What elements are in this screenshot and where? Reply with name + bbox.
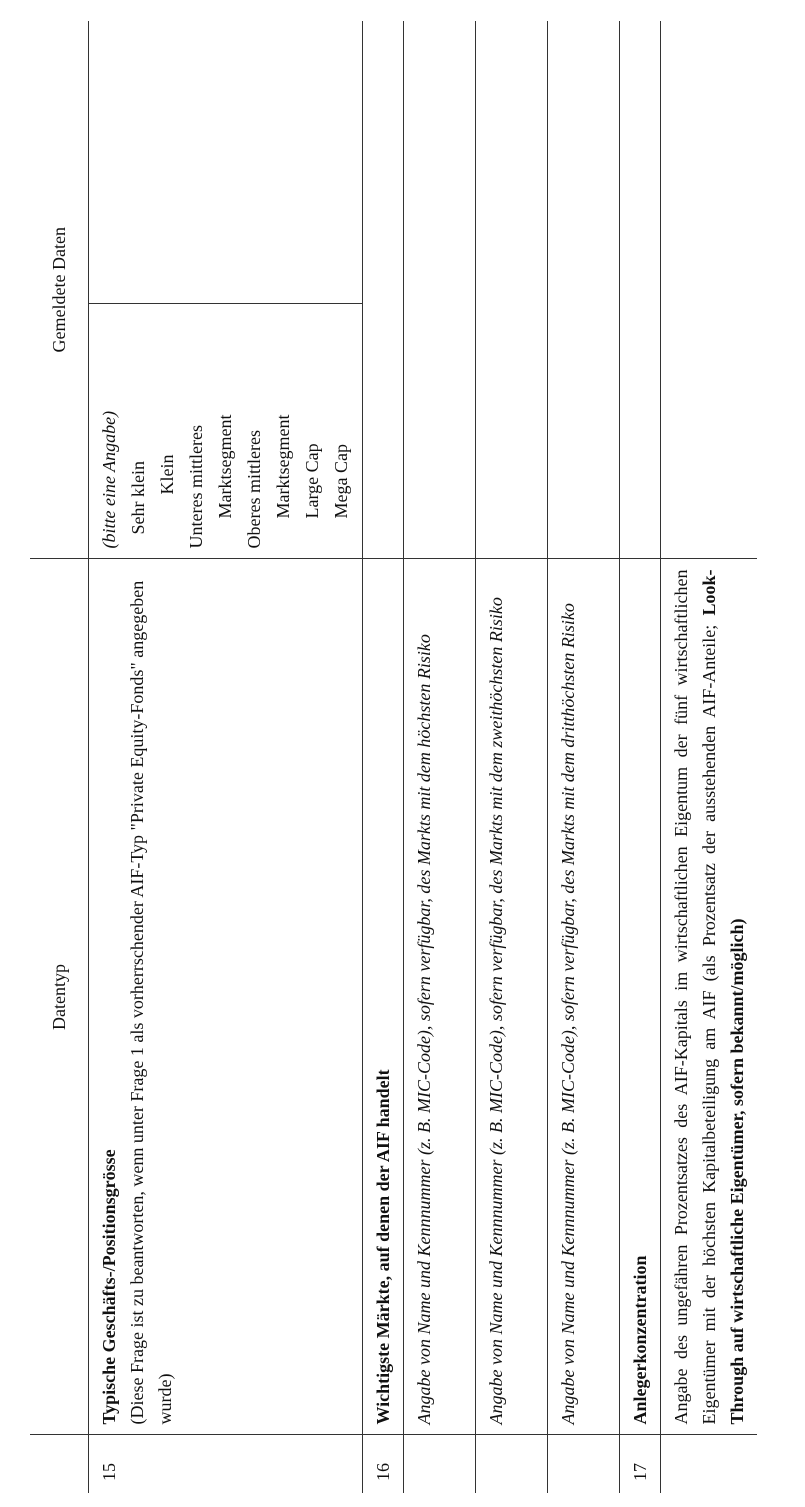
row-16-3-reported	[548, 21, 620, 559]
table-row	[476, 21, 548, 1493]
report-table	[30, 21, 757, 1493]
table-header-row	[30, 21, 89, 1493]
table-row	[89, 21, 363, 1493]
option-marktsegment-1: Marktsegment	[215, 414, 235, 519]
table-row	[661, 21, 758, 1493]
row-17-1-text: Angabe des ungefähren Prozentsatzes des AIF-Kapitals im wirtschaftlichen Eigentum der fünf wirtschaftlichen Eigentümer mit der höchsten Kapitalbeteiligung am AIF (als Prozentsatz der ausstehenden AIF-Anteile; Look-Through auf wirtschaftliche Eigentümer, sofern bekannt/möglich)	[661, 559, 758, 1435]
row-15-datentyp	[89, 559, 363, 1435]
row-16-title: Wichtigste Märkte, auf denen der AIF handelt	[363, 559, 404, 1435]
row-16-2-text: Angabe von Name und Kennnummer (z. B. MIC-Code), sofern verfügbar, des Markts mit dem zweithöchsten Risiko	[476, 559, 548, 1435]
row-17-1-number	[661, 1435, 758, 1493]
row-16-1-text: Angabe von Name und Kennnummer (z. B. MIC-Code), sofern verfügbar, des Markts mit dem höchsten Risiko	[404, 559, 476, 1435]
row-16-3-number	[548, 1435, 620, 1493]
option-marktsegment-2: Marktsegment	[273, 414, 293, 519]
row-16-1-number	[404, 1435, 476, 1493]
option-oberes-mittleres: Oberes mittleres	[244, 430, 264, 549]
row-17-reported	[620, 21, 661, 559]
row-15-size-options	[89, 304, 363, 559]
row-16-2-reported	[476, 21, 548, 559]
table-row	[404, 21, 476, 1493]
option-large-cap: Large Cap	[302, 443, 322, 519]
row-15-title: Typische Geschäfts-/Positionsgrösse	[99, 1149, 119, 1425]
header-datentyp: Datentyp	[30, 559, 89, 1435]
option-sehr-klein: Sehr klein	[128, 461, 148, 535]
table-row	[363, 21, 404, 1493]
option-unteres-mittleres: Unteres mittleres	[186, 425, 206, 549]
option-mega-cap: Mega Cap	[331, 444, 351, 519]
option-klein: Klein	[157, 454, 177, 495]
row-15-note: (Diese Frage ist zu beantworten, wenn unter Frage 1 als vorherrschender AIF-Typ "Private Equity-Fonds" angegeben wurde)	[127, 580, 175, 1425]
row-17-title: Anlegerkonzentration	[620, 559, 661, 1435]
row-number-16: 16	[363, 1435, 404, 1493]
row-number-17: 17	[620, 1435, 661, 1493]
row-15-reported	[89, 21, 363, 304]
header-gemeldete-daten: Gemeldete Daten	[30, 21, 89, 559]
row-17-1-reported	[661, 21, 758, 559]
row-16-2-number	[476, 1435, 548, 1493]
options-hint: (bitte eine Angabe)	[99, 410, 119, 549]
row-number-15: 15	[89, 1435, 363, 1493]
table-row	[620, 21, 661, 1493]
row-16-1-reported	[404, 21, 476, 559]
header-blank	[30, 1435, 89, 1493]
row-16-3-text: Angabe von Name und Kennnummer (z. B. MIC-Code), sofern verfügbar, des Markts mit dem dritthöchsten Risiko	[548, 559, 620, 1435]
table-row	[548, 21, 620, 1493]
row-16-reported	[363, 21, 404, 559]
